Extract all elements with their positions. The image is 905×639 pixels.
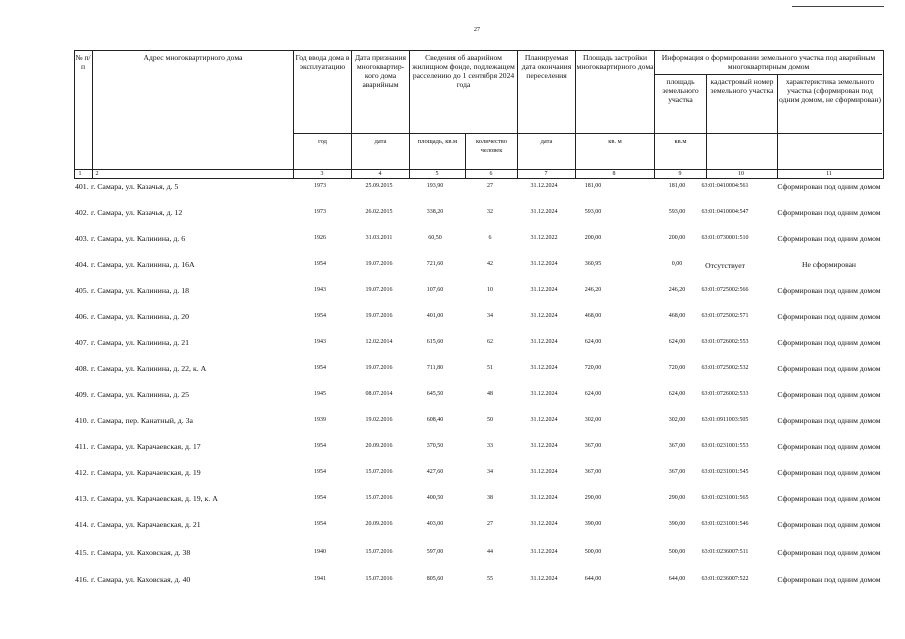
- row-area: 60,50: [428, 235, 442, 241]
- col-number: 8: [612, 171, 616, 177]
- row-status: Сформирован под одним домом: [777, 494, 881, 503]
- row-land-area: 593,00: [668, 209, 686, 215]
- header-col10: кадастровый номер земельного участка: [710, 77, 774, 95]
- table-row: [0, 416, 905, 442]
- row-cadastral: 63:01:0725002:566: [701, 287, 749, 293]
- row-people: 62: [487, 339, 493, 345]
- col-number: 5: [435, 171, 439, 177]
- table-row: [0, 390, 905, 416]
- row-status: Сформирован под одним домом: [777, 234, 881, 243]
- col-number: 11: [826, 171, 832, 177]
- unit-col8: кв. м: [608, 138, 622, 145]
- row-built-area: 644,00: [584, 576, 602, 582]
- row-land-area: 0,00: [671, 261, 683, 267]
- row-status: Сформирован под одним домом: [777, 390, 881, 399]
- row-address: г. Самара, ул. Каховская, д. 38: [91, 548, 191, 557]
- row-plan-date: 31.12.2022: [530, 235, 558, 241]
- row-plan-date: 31.12.2024: [530, 339, 558, 345]
- row-plan-date: 31.12.2024: [530, 443, 558, 449]
- row-number: 405.: [75, 286, 89, 295]
- row-address: г. Самара, ул. Калинина, д. 25: [91, 390, 190, 399]
- row-year: 1945: [314, 391, 326, 397]
- row-plan-date: 31.12.2024: [530, 495, 558, 501]
- table-row: [0, 182, 905, 208]
- row-year: 1954: [314, 261, 326, 267]
- row-people: 42: [487, 261, 493, 267]
- row-land-area: 181,00: [668, 183, 686, 189]
- row-date: 19.07.2016: [365, 287, 393, 293]
- row-area: 721,60: [426, 261, 444, 267]
- row-status: Сформирован под одним домом: [777, 520, 881, 529]
- row-number: 410.: [75, 416, 89, 425]
- row-year: 1941: [314, 576, 326, 582]
- row-date: 19.07.2016: [365, 365, 393, 371]
- row-cadastral: 63:01:0236007:511: [701, 549, 749, 555]
- row-area: 608,40: [426, 417, 444, 423]
- row-year: 1954: [314, 443, 326, 449]
- row-land-area: 302,00: [668, 417, 686, 423]
- table-row: [0, 286, 905, 312]
- row-people: 34: [487, 313, 493, 319]
- row-number: 401.: [75, 182, 89, 191]
- row-cadastral: 63:01:0231001:545: [701, 469, 749, 475]
- row-cadastral: 63:01:0231001:553: [701, 443, 749, 449]
- header-col9-11: Информация о формировании земельного участка под аварийным многоквартирным домом: [661, 53, 876, 71]
- row-address: г. Самара, ул. Каховская, д. 40: [91, 575, 191, 584]
- row-area: 338,20: [426, 209, 444, 215]
- unit-col6: количество человек: [475, 138, 508, 154]
- row-address: г. Самара, ул. Калинина, д. 18: [91, 286, 190, 295]
- row-cadastral: 63:01:0726002:533: [701, 391, 749, 397]
- row-year: 1940: [314, 549, 326, 555]
- row-address: г. Самара, ул. Карачаевская, д. 17: [91, 442, 201, 451]
- row-year: 1973: [314, 183, 326, 189]
- row-land-area: 290,00: [668, 495, 686, 501]
- row-number: 407.: [75, 338, 89, 347]
- row-land-area: 500,00: [668, 549, 686, 555]
- unit-col4: дата: [374, 138, 387, 145]
- row-cadastral: 63:01:0911003:505: [701, 417, 749, 423]
- row-status: Сформирован под одним домом: [777, 416, 881, 425]
- row-year: 1954: [314, 365, 326, 371]
- row-people: 27: [487, 183, 493, 189]
- row-built-area: 593,00: [584, 209, 602, 215]
- row-land-area: 720,00: [668, 365, 686, 371]
- row-built-area: 290,00: [584, 495, 602, 501]
- row-date: 15.07.2016: [365, 469, 393, 475]
- row-year: 1939: [314, 417, 326, 423]
- row-people: 55: [487, 576, 493, 582]
- row-plan-date: 31.12.2024: [530, 313, 558, 319]
- row-number: 406.: [75, 312, 89, 321]
- row-address: г. Самара, ул. Казачья, д. 5: [91, 182, 179, 191]
- row-area: 400,50: [426, 495, 444, 501]
- row-land-area: 390,00: [668, 521, 686, 527]
- row-date: 20.09.2016: [365, 521, 393, 527]
- row-area: 711,80: [426, 365, 444, 371]
- row-land-area: 367,00: [668, 469, 686, 475]
- row-land-area: 367,00: [668, 443, 686, 449]
- row-status: Сформирован под одним домом: [777, 338, 881, 347]
- row-divider: [654, 74, 882, 75]
- row-area: 370,50: [426, 443, 444, 449]
- table-row: [0, 312, 905, 338]
- row-area: 645,50: [426, 391, 444, 397]
- table-row: [0, 494, 905, 520]
- row-cadastral: 63:01:0725002:532: [701, 365, 749, 371]
- row-land-area: 200,00: [668, 235, 686, 241]
- row-people: 50: [487, 417, 493, 423]
- row-address: г. Самара, ул. Калинина, д. 16А: [91, 260, 195, 269]
- row-land-area: 624,00: [668, 391, 686, 397]
- row-area: 107,60: [426, 287, 444, 293]
- row-plan-date: 31.12.2024: [530, 287, 558, 293]
- row-date: 15.07.2016: [365, 495, 393, 501]
- row-plan-date: 31.12.2024: [530, 261, 558, 267]
- table-row: [0, 575, 905, 601]
- row-plan-date: 31.12.2024: [530, 183, 558, 189]
- row-area: 193,90: [426, 183, 444, 189]
- row-number: 416.: [75, 575, 89, 584]
- row-year: 1943: [314, 287, 326, 293]
- top-rule: [792, 6, 884, 7]
- row-plan-date: 31.12.2024: [530, 365, 558, 371]
- row-cadastral: 63:01:0236007:522: [701, 576, 749, 582]
- table-row: [0, 548, 905, 574]
- row-number: 411.: [75, 442, 89, 451]
- row-cadastral: 63:01:0410004:561: [701, 183, 749, 189]
- row-date: 19.02.2016: [365, 417, 393, 423]
- row-year: 1926: [314, 235, 326, 241]
- row-divider: [293, 133, 882, 134]
- row-plan-date: 31.12.2024: [530, 209, 558, 215]
- row-people: 48: [487, 391, 493, 397]
- row-year: 1943: [314, 339, 326, 345]
- row-address: г. Самара, ул. Калинина, д. 21: [91, 338, 190, 347]
- row-people: 51: [487, 365, 493, 371]
- row-people: 6: [488, 235, 492, 241]
- col-number: 6: [489, 171, 493, 177]
- header-col3: Год ввода дома в эксплуатацию: [295, 53, 350, 71]
- col-divider: [92, 50, 93, 178]
- row-number: 415.: [75, 548, 89, 557]
- row-land-area: 468,00: [668, 313, 686, 319]
- row-year: 1973: [314, 209, 326, 215]
- row-address: г. Самара, ул. Калинина, д. 22, к. А: [91, 364, 207, 373]
- row-number: 404.: [75, 260, 89, 269]
- table-row: [0, 234, 905, 260]
- row-date: 15.07.2016: [365, 576, 393, 582]
- unit-col9: кв.м: [674, 138, 687, 145]
- row-address: г. Самара, пер. Канатный, д. 3а: [91, 416, 194, 425]
- row-people: 10: [487, 287, 493, 293]
- row-built-area: 367,00: [584, 443, 602, 449]
- row-cadastral: 63:01:0231001:565: [701, 495, 749, 501]
- row-year: 1954: [314, 521, 326, 527]
- row-address: г. Самара, ул. Казачья, д. 12: [91, 208, 183, 217]
- row-date: 26.02.2015: [365, 209, 393, 215]
- header-col7: Планируемая дата окончания переселения: [521, 53, 572, 80]
- row-number: 408.: [75, 364, 89, 373]
- row-area: 615,60: [426, 339, 444, 345]
- row-status: Сформирован под одним домом: [777, 548, 881, 557]
- row-area: 805,60: [426, 576, 444, 582]
- row-cadastral: 63:01:0730001:510: [701, 235, 749, 241]
- table-row: [0, 208, 905, 234]
- row-area: 401,00: [426, 313, 444, 319]
- row-address: г. Самара, ул. Карачаевская, д. 19: [91, 468, 201, 477]
- table-row: [0, 338, 905, 364]
- row-land-area: 644,00: [668, 576, 686, 582]
- header-col2: Адрес многоквартирного дома: [143, 53, 243, 62]
- col-number: 7: [544, 171, 548, 177]
- row-year: 1954: [314, 469, 326, 475]
- table-row: [0, 442, 905, 468]
- row-address: г. Самара, ул. Калинина, д. 20: [91, 312, 190, 321]
- row-status: Сформирован под одним домом: [777, 575, 881, 584]
- row-built-area: 200,00: [584, 235, 602, 241]
- row-divider: [74, 169, 882, 170]
- row-address: г. Самара, ул. Калинина, д. 6: [91, 234, 186, 243]
- row-address: г. Самара, ул. Карачаевская, д. 21: [91, 520, 201, 529]
- col-number: 3: [320, 171, 324, 177]
- col-number: 4: [378, 171, 382, 177]
- row-built-area: 468,00: [584, 313, 602, 319]
- row-plan-date: 31.12.2024: [530, 469, 558, 475]
- col-number: 9: [678, 171, 682, 177]
- row-number: 409.: [75, 390, 89, 399]
- row-date: 19.07.2016: [365, 313, 393, 319]
- row-area: 403,00: [426, 521, 444, 527]
- table-row: [0, 468, 905, 494]
- row-people: 32: [487, 209, 493, 215]
- row-status: Сформирован под одним домом: [777, 442, 881, 451]
- row-number: 412.: [75, 468, 89, 477]
- row-built-area: 390,00: [584, 521, 602, 527]
- row-status: Сформирован под одним домом: [777, 208, 881, 217]
- row-people: 33: [487, 443, 493, 449]
- row-cadastral: Отсутствует: [705, 261, 745, 270]
- row-date: 19.07.2016: [365, 261, 393, 267]
- row-people: 27: [487, 521, 493, 527]
- unit-col7: дата: [540, 138, 553, 145]
- header-col5-6: Сведения об аварийном жилищном фонде, подлежащем расселению до 1 сентября 2024 года: [412, 53, 515, 89]
- row-status: Сформирован под одним домом: [777, 364, 881, 373]
- row-date: 08.07.2014: [365, 391, 393, 397]
- row-built-area: 302,00: [584, 417, 602, 423]
- header-col1: № п/п: [75, 53, 91, 71]
- row-area: 427,60: [426, 469, 444, 475]
- row-date: 12.02.2014: [365, 339, 393, 345]
- row-cadastral: 63:01:0725002:571: [701, 313, 749, 319]
- col-number: 2: [95, 171, 99, 177]
- row-number: 413.: [75, 494, 89, 503]
- row-cadastral: 63:01:0726002:553: [701, 339, 749, 345]
- row-plan-date: 31.12.2024: [530, 391, 558, 397]
- row-status: Не сформирован: [802, 260, 856, 269]
- unit-col3: год: [318, 138, 327, 145]
- header-col9: площадь земельного участка: [662, 77, 699, 104]
- row-area: 597,00: [426, 549, 444, 555]
- row-land-area: 246,20: [668, 287, 686, 293]
- header-col8: Площадь застройки многоквартирного дома: [576, 53, 654, 71]
- row-status: Сформирован под одним домом: [777, 312, 881, 321]
- page-number: 27: [474, 27, 480, 33]
- row-status: Сформирован под одним домом: [777, 468, 881, 477]
- row-number: 402.: [75, 208, 89, 217]
- row-people: 38: [487, 495, 493, 501]
- row-number: 414.: [75, 520, 89, 529]
- row-cadastral: 63:01:0231001:546: [701, 521, 749, 527]
- row-built-area: 360,95: [584, 261, 602, 267]
- row-people: 44: [487, 549, 493, 555]
- row-people: 34: [487, 469, 493, 475]
- header-col4: Дата признания многоквартир-кого дома аварийным: [354, 53, 406, 89]
- row-cadastral: 63:01:0410004:547: [701, 209, 749, 215]
- row-plan-date: 31.12.2024: [530, 521, 558, 527]
- row-date: 31.03.2011: [365, 235, 393, 241]
- row-built-area: 624,00: [584, 391, 602, 397]
- row-year: 1954: [314, 313, 326, 319]
- row-built-area: 246,20: [584, 287, 602, 293]
- row-built-area: 367,00: [584, 469, 602, 475]
- row-built-area: 624,00: [584, 339, 602, 345]
- col-number: 1: [78, 171, 82, 177]
- table-row: [0, 364, 905, 390]
- row-number: 403.: [75, 234, 89, 243]
- table-row: [0, 260, 905, 286]
- row-plan-date: 31.12.2024: [530, 576, 558, 582]
- row-plan-date: 31.12.2024: [530, 417, 558, 423]
- row-date: 20.09.2016: [365, 443, 393, 449]
- col-number: 10: [738, 171, 744, 177]
- row-built-area: 500,00: [584, 549, 602, 555]
- row-plan-date: 31.12.2024: [530, 549, 558, 555]
- row-status: Сформирован под одним домом: [777, 286, 881, 295]
- row-built-area: 181,00: [584, 183, 602, 189]
- row-address: г. Самара, ул. Карачаевская, д. 19, к. А: [91, 494, 218, 503]
- header-col11: характеристика земельного участка (сформирован под одним домом, не сформирован): [779, 77, 881, 104]
- row-date: 25.09.2015: [365, 183, 393, 189]
- row-land-area: 624,00: [668, 339, 686, 345]
- unit-col5: площадь, кв.м: [417, 138, 458, 145]
- row-date: 15.07.2016: [365, 549, 393, 555]
- row-year: 1954: [314, 495, 326, 501]
- row-status: Сформирован под одним домом: [777, 182, 881, 191]
- row-built-area: 720,00: [584, 365, 602, 371]
- table-row: [0, 520, 905, 546]
